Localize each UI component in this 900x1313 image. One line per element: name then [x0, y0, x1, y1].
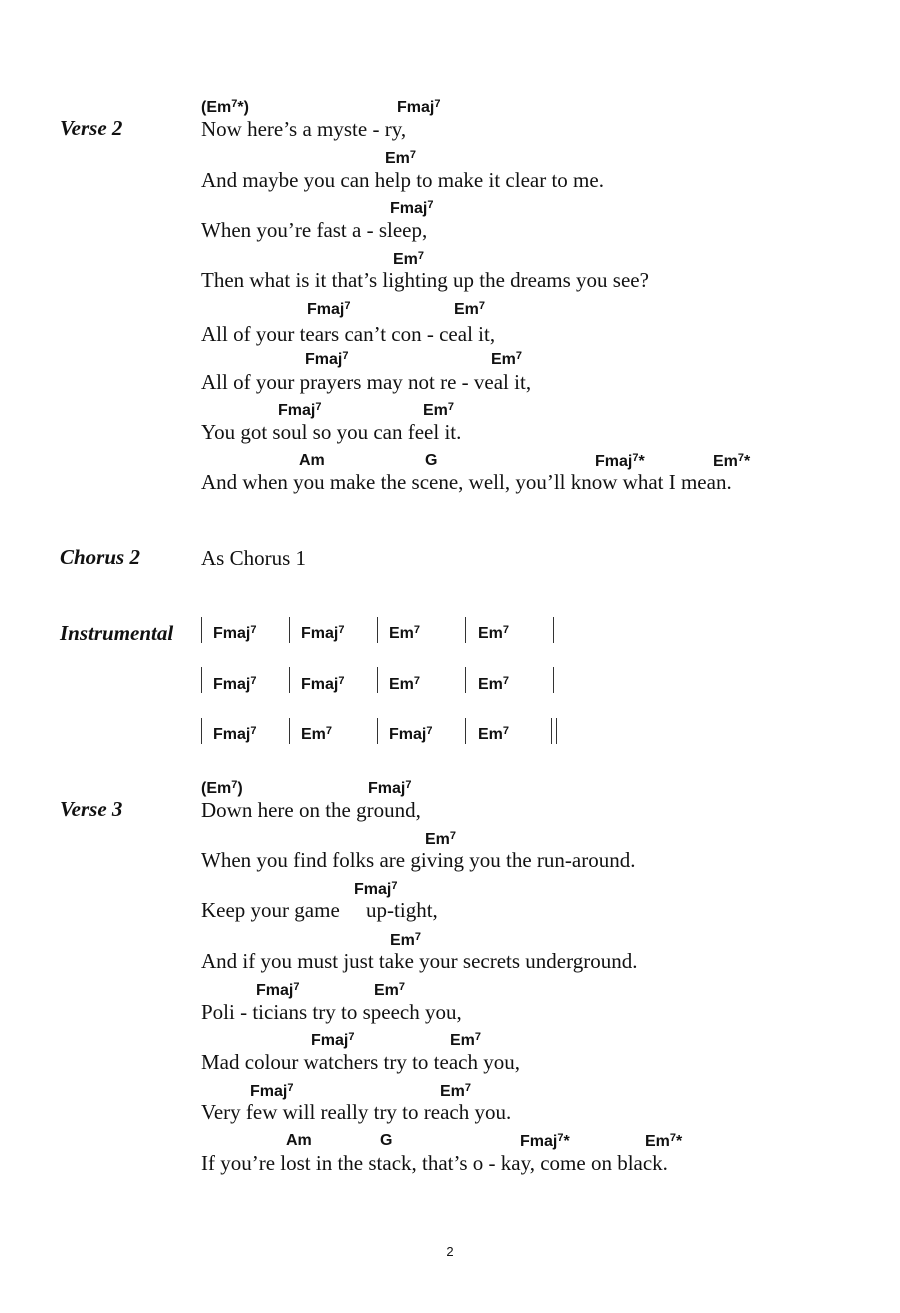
chord: Fmaj$^7$: [250, 1082, 294, 1100]
chord: Fmaj$^7$: [307, 300, 351, 318]
bar-line: [377, 718, 378, 744]
lyric-line: When you’re fast a - sleep,: [201, 218, 428, 242]
section-label-instrumental: Instrumental: [60, 621, 174, 645]
bar-line: [289, 617, 290, 643]
chord: Em$^7$: [301, 725, 333, 743]
page-number: 2: [446, 1244, 454, 1259]
lyric-line: If you’re lost in the stack, that’s o - kay, come on black.: [201, 1151, 668, 1175]
chord: G: [425, 452, 438, 469]
bar-line: [553, 617, 554, 643]
chord: Em$^7$: [423, 401, 455, 419]
lyric-line: And maybe you can help to make it clear to me.: [201, 168, 604, 192]
lyric-line: And when you make the scene, well, you’ll know what I mean.: [201, 470, 732, 494]
lyric-line: Keep your game up-tight,: [201, 898, 438, 922]
chord: Fmaj$^7$: [213, 624, 257, 642]
lyric-line: Poli - ticians try to speech you,: [201, 1000, 462, 1024]
chord: Em$^7$: [478, 624, 510, 642]
chord: Em$^7$: [390, 931, 422, 949]
lyric-line: Then what is it that’s lighting up the dreams you see?: [201, 268, 649, 292]
bar-line: [465, 718, 466, 744]
chord: Am: [286, 1132, 312, 1149]
bar-line: [553, 667, 554, 693]
lyric-line: Very few will really try to reach you.: [201, 1100, 512, 1124]
chord: Fmaj$^7$: [301, 675, 345, 693]
lyric-line: And if you must just take your secrets underground.: [201, 949, 638, 973]
lyric-line: Down here on the ground,: [201, 798, 421, 822]
chord: G: [380, 1132, 393, 1149]
chord: Fmaj$^7$: [213, 675, 257, 693]
chord: Em$^7$: [478, 725, 510, 743]
chord: Fmaj$^7$: [368, 779, 412, 797]
chord: Fmaj$^7$*: [520, 1132, 570, 1150]
bar-line: [465, 667, 466, 693]
bar-line: [289, 667, 290, 693]
chord: Em$^7$*: [713, 452, 751, 470]
chord: Fmaj$^7$*: [595, 452, 645, 470]
chord: (Em$^7$): [201, 779, 243, 797]
chord: Em$^7$: [389, 624, 421, 642]
chord: Em$^7$: [478, 675, 510, 693]
section-label-verse-2: Verse 2: [60, 116, 123, 140]
bar-line: [201, 667, 202, 693]
bar-line: [201, 718, 202, 744]
chord: Em$^7$: [450, 1031, 482, 1049]
bar-line: [465, 617, 466, 643]
chord: Fmaj$^7$: [354, 880, 398, 898]
chord: Em$^7$: [440, 1082, 472, 1100]
lyric-line: When you find folks are giving you the run-around.: [201, 848, 636, 872]
chord: Em$^7$: [374, 981, 406, 999]
chord: Fmaj$^7$: [311, 1031, 355, 1049]
chord: Fmaj$^7$: [389, 725, 433, 743]
bar-line: [289, 718, 290, 744]
lyric-line: All of your prayers may not re - veal it,: [201, 370, 532, 394]
chord: (Em$^7$*): [201, 98, 249, 116]
bar-line: [377, 667, 378, 693]
chord: Fmaj$^7$: [305, 350, 349, 368]
final-double-bar: [551, 718, 557, 744]
lyric-line: Mad colour watchers try to teach you,: [201, 1050, 520, 1074]
section-label-chorus-2: Chorus 2: [60, 545, 140, 569]
chord: Em$^7$*: [645, 1132, 683, 1150]
chord: Em$^7$: [491, 350, 523, 368]
bar-line: [377, 617, 378, 643]
lyric-line: Now here’s a myste - ry,: [201, 117, 407, 141]
bar-line: [201, 617, 202, 643]
chord: Am: [299, 452, 325, 469]
chord: Fmaj$^7$: [390, 199, 434, 217]
chord: Fmaj$^7$: [213, 725, 257, 743]
chord: Em$^7$: [385, 149, 417, 167]
section-label-verse-3: Verse 3: [60, 797, 123, 821]
chord: Fmaj$^7$: [397, 98, 441, 116]
chord: Em$^7$: [425, 830, 457, 848]
chord: Fmaj$^7$: [301, 624, 345, 642]
chord: Em$^7$: [389, 675, 421, 693]
chorus-reference: As Chorus 1: [201, 546, 307, 570]
lyric-line: All of your tears can’t con - ceal it,: [201, 322, 496, 346]
chord: Fmaj$^7$: [278, 401, 322, 419]
lyric-line: You got soul so you can feel it.: [201, 420, 462, 444]
chord: Em$^7$: [454, 300, 486, 318]
chord: Fmaj$^7$: [256, 981, 300, 999]
chord: Em$^7$: [393, 250, 425, 268]
